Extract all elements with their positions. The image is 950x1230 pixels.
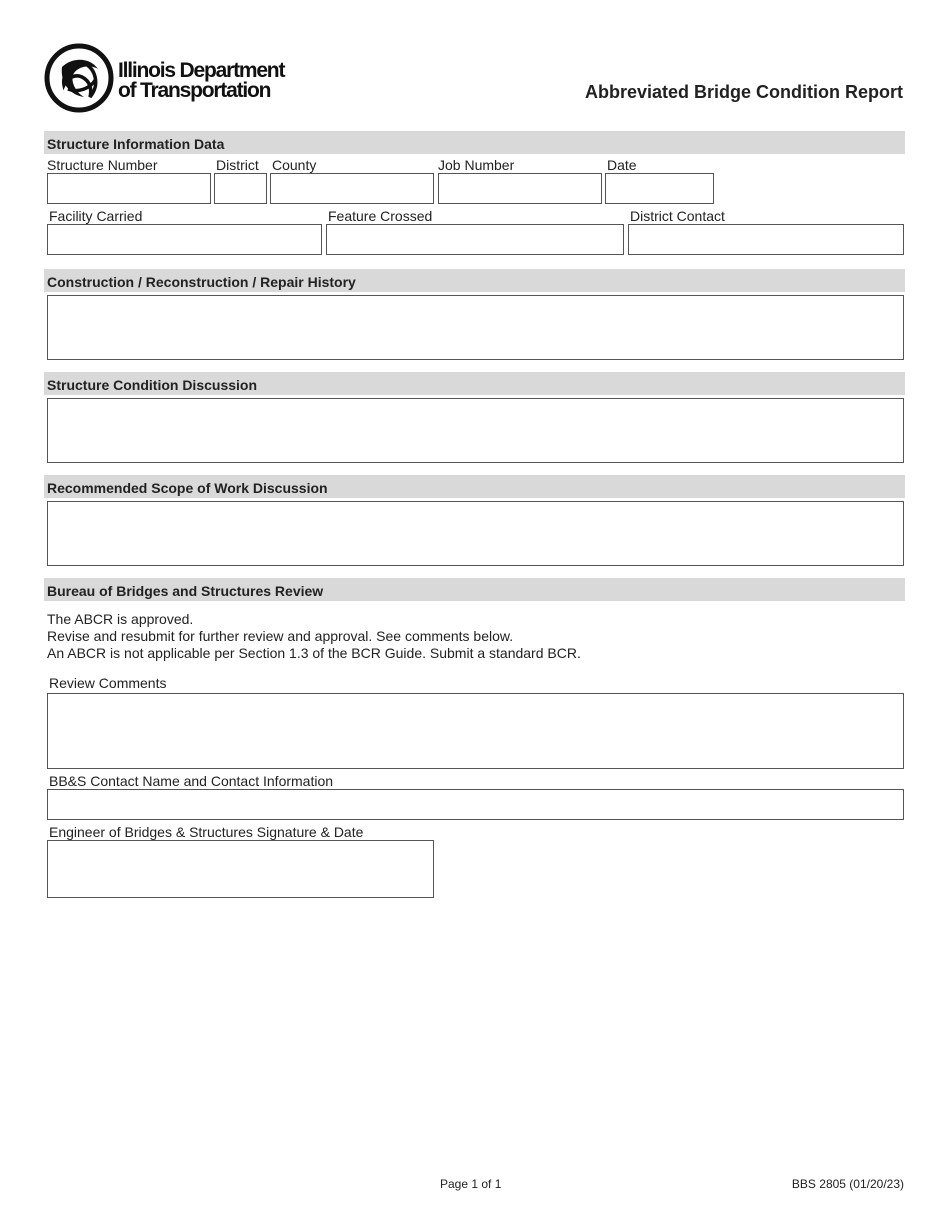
- job-number-label: Job Number: [438, 157, 515, 173]
- section-review-header: [44, 578, 905, 601]
- section-title: Recommended Scope of Work Discussion: [47, 480, 328, 496]
- page-number: Page 1 of 1: [440, 1177, 502, 1191]
- district-field[interactable]: [214, 173, 267, 204]
- feature-crossed-label: Feature Crossed: [328, 208, 433, 224]
- facility-carried-field[interactable]: [47, 224, 322, 255]
- contact-field[interactable]: [47, 789, 904, 820]
- contact-label: BB&S Contact Name and Contact Information: [49, 773, 334, 789]
- section-history-header: [44, 269, 905, 292]
- section-title: Structure Condition Discussion: [47, 377, 258, 393]
- section-title: Structure Information Data: [47, 136, 225, 152]
- signature-field[interactable]: [47, 840, 434, 898]
- structure-number-label: Structure Number: [47, 157, 158, 173]
- agency-name-line2: of Transportation: [118, 79, 271, 102]
- section-title: Bureau of Bridges and Structures Review: [47, 583, 324, 599]
- history-textarea[interactable]: [47, 295, 904, 360]
- agency-name-line1: Illinois Department: [118, 59, 285, 82]
- facility-carried-label: Facility Carried: [49, 208, 143, 224]
- district-label: District: [216, 157, 259, 173]
- structure-number-field[interactable]: [47, 173, 211, 204]
- county-label: County: [272, 157, 317, 173]
- section-title: Construction / Reconstruction / Repair History: [47, 274, 356, 290]
- condition-textarea[interactable]: [47, 398, 904, 463]
- section-structure-info-header: [44, 131, 905, 154]
- review-comments-field[interactable]: [47, 693, 904, 769]
- form-number: BBS 2805 (01/20/23): [791, 1177, 904, 1191]
- district-contact-label: District Contact: [630, 208, 725, 224]
- review-option-not-applicable[interactable]: An ABCR is not applicable per Section 1.3 of the BCR Guide. Submit a standard BCR.: [47, 645, 581, 661]
- section-scope-header: [44, 475, 905, 498]
- review-option-revise[interactable]: Revise and resubmit for further review and approval. See comments below.: [47, 628, 514, 644]
- job-number-field[interactable]: [438, 173, 602, 204]
- feature-crossed-field[interactable]: [326, 224, 624, 255]
- scope-textarea[interactable]: [47, 501, 904, 566]
- section-condition-header: [44, 372, 905, 395]
- document-title: Abbreviated Bridge Condition Report: [584, 82, 903, 102]
- date-label: Date: [607, 157, 637, 173]
- district-contact-field[interactable]: [628, 224, 904, 255]
- idot-logo-icon: [44, 43, 114, 113]
- review-comments-label: Review Comments: [49, 675, 167, 691]
- signature-label: Engineer of Bridges & Structures Signature & Date: [49, 824, 364, 840]
- review-option-approved[interactable]: The ABCR is approved.: [47, 611, 194, 627]
- agency-name: [118, 61, 284, 101]
- county-field[interactable]: [270, 173, 434, 204]
- date-field[interactable]: [605, 173, 714, 204]
